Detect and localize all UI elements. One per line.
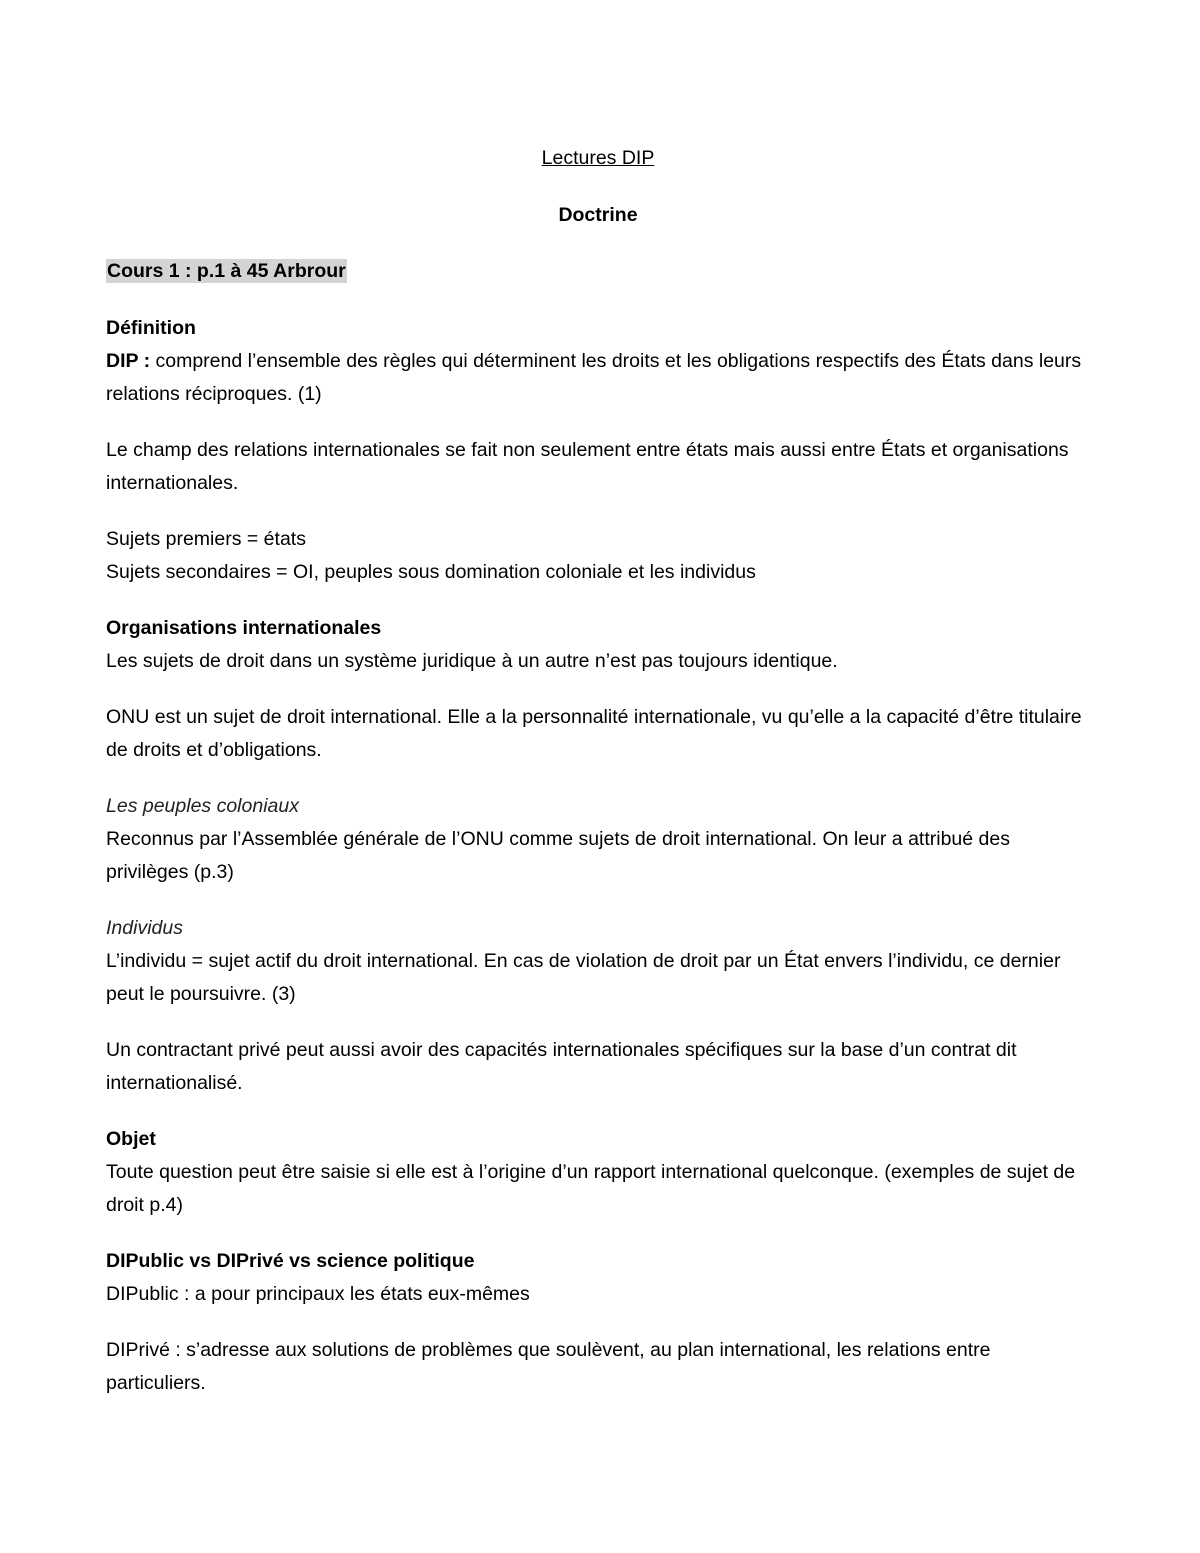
comparaison-section xyxy=(106,1245,1090,1311)
objet-section xyxy=(106,1123,1090,1222)
subjects-block xyxy=(106,523,1090,589)
organisations-section xyxy=(106,612,1090,678)
organisations-paragraph: Les sujets de droit dans un système juridique à un autre n’est pas toujours identique. xyxy=(106,650,838,672)
dip-definition xyxy=(106,345,1090,411)
definition-heading: Définition xyxy=(106,317,196,339)
course-heading-highlight: Cours 1 : p.1 à 45 Arbrour xyxy=(107,260,346,282)
secondary-subjects: Sujets secondaires = OI, peuples sous domination coloniale et les individus xyxy=(106,561,756,583)
paragraph xyxy=(106,434,1090,500)
individus-heading: Individus xyxy=(106,917,183,939)
dipublic-paragraph: DIPublic : a pour principaux les états eux-mêmes xyxy=(106,1283,530,1305)
diprive-paragraph: DIPrivé : s’adresse aux solutions de problèmes que soulèvent, au plan international, les relations entre particuliers. xyxy=(106,1339,991,1394)
organisations-heading: Organisations internationales xyxy=(106,617,382,639)
paragraph xyxy=(106,701,1090,767)
primary-subjects: Sujets premiers = états xyxy=(106,528,306,550)
document-subtitle: Doctrine xyxy=(558,204,638,226)
document-title: Lectures DIP xyxy=(541,147,655,169)
paragraph xyxy=(106,1034,1090,1100)
peuples-paragraph: Reconnus par l’Assemblée générale de l’ONU comme sujets de droit international. On leur a attribué des privilèges (p.3) xyxy=(106,828,1010,883)
onu-paragraph: ONU est un sujet de droit international. Elle a la personnalité internationale, vu qu’elle a la capacité d’être titulaire de droits et d’obligations. xyxy=(106,706,1082,761)
definition-section xyxy=(106,312,1090,411)
paragraph xyxy=(106,1334,1090,1400)
objet-heading: Objet xyxy=(106,1128,156,1150)
course-heading xyxy=(106,255,1090,288)
peuples-section xyxy=(106,790,1090,889)
objet-paragraph: Toute question peut être saisie si elle est à l’origine d’un rapport international quelconque. (exemples de sujet de droit p.4) xyxy=(106,1161,1076,1216)
dip-label: DIP : xyxy=(106,350,151,372)
peuples-heading: Les peuples coloniaux xyxy=(106,795,299,817)
individus-paragraph: L’individu = sujet actif du droit international. En cas de violation de droit par un État envers l’individu, ce dernier peut le poursuivre. (3) xyxy=(106,950,1061,1005)
contractant-paragraph: Un contractant privé peut aussi avoir des capacités internationales spécifiques sur la base d’un contrat dit internationalisé. xyxy=(106,1039,1017,1094)
individus-section xyxy=(106,912,1090,1011)
relations-paragraph: Le champ des relations internationales se fait non seulement entre états mais aussi entre États et organisations internationales. xyxy=(106,439,1069,494)
dip-definition-text: comprend l’ensemble des règles qui déterminent les droits et les obligations respectifs des États dans leurs relations réciproques. (1) xyxy=(106,350,1082,405)
comparaison-heading: DIPublic vs DIPrivé vs science politique xyxy=(106,1250,475,1272)
